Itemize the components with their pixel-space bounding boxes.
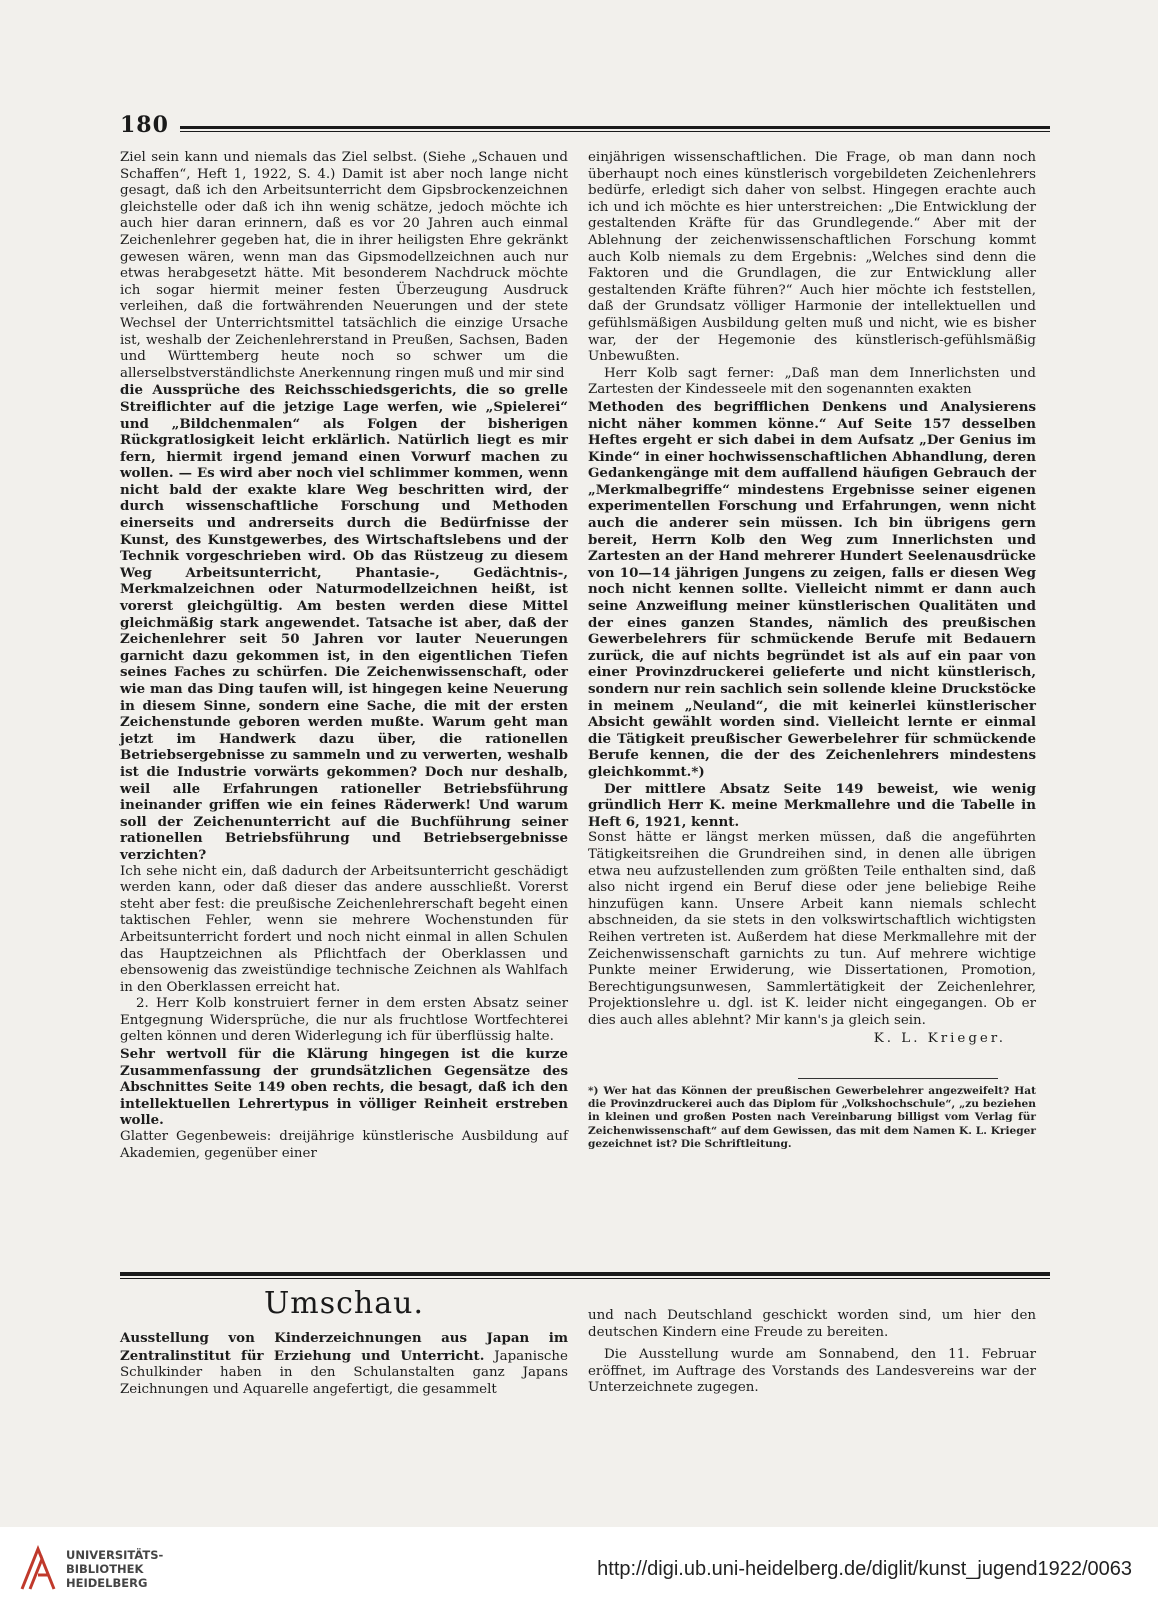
logo-line-3: HEIDELBERG	[66, 1576, 148, 1590]
left-paragraph-3: Ich sehe nicht ein, daß dadurch der Arbeitsunterricht geschädigt werden kann, oder daß dieser das andere ausschließt. Vorerst steht aber fest: die preußische Zeichenlehrerschaft begeht einen taktischen Fehler, wenn sie mehrere Wochenstunden für Arbeitsunterricht fordert und noch nicht einmal in allen Schulen das Hauptzeichnen als Pflichtfach der Oberklassen und ebensowenig das zweistündige technische Zeichnen als Wahlfach in den Oberklassen erreicht hat.	[120, 863, 568, 995]
page-url[interactable]: http://digi.ub.uni-heidelberg.de/diglit/kunst_jugend1922/0063	[597, 1558, 1132, 1580]
umschau-article-text: Japanische Schulkinder haben in den Schulanstalten ganz Japans Zeichnungen und Aquarelle angefertigt, die gesammelt	[120, 1348, 568, 1397]
section-title: Umschau.	[264, 1286, 424, 1321]
author-signature: K. L. Krieger.	[873, 1031, 1006, 1047]
logo-line-1: UNIVERSITÄTS-	[66, 1548, 164, 1562]
left-paragraph-5: Sehr wertvoll für die Klärung hingegen ist die kurze Zusammenfassung der grundsätzlichen Gegensätze des Abschnittes Seite 149 oben rechts, die besagt, daß ich den intellektuellen Lehrertypus in völliger Reinheit erstreben wolle.	[120, 1046, 568, 1129]
footnote-rule	[798, 1078, 998, 1079]
footnote: *) Wer hat das Können der preußischen Gewerbelehrer angezweifelt? Hat die Provinzdruckerei auch das Diplom für „Volkshochschule“, „zu beziehen in kleinen und großen Posten nach Vereinbarung billigst vom Verlag für Zeichenwissenschaft“ auf dem Gewissen, das mit dem Namen K. L. Krieger gezeichnet ist? Die Schriftleitung.	[588, 1085, 1036, 1150]
header-rule	[180, 126, 1050, 129]
left-column	[120, 150, 568, 1162]
right-paragraph-1: einjährigen wissenschaftlichen. Die Frage, ob man dann noch überhaupt noch eines künstlerisch vorgebildeten Zeichenlehrers bedürfe, erledigt sich daher von selbst. Hingegen erachte auch ich und ich möchte es hier unterstreichen: „Die Entwicklung der gestaltenden Kräfte für das Grundlegende.“ Aber mit der Ablehnung der zeichenwissenschaftlichen Forschung kommt auch Kolb niemals zu dem Ergebnis: „Welches sind denn die Faktoren und die Grundlagen, die zur Entwicklung aller gestaltenden Kräfte führen?“ Auch hier möchte ich feststellen, daß der Grundsatz völliger Harmonie der intellektuellen und gefühlsmäßigen Ausbildung gelten muß und nicht, wie es bisher war, der der Hegemonie des künstlerisch-gefühlsmäßig Unbewußten.	[588, 150, 1036, 365]
left-paragraph-2: die Aussprüche des Reichsschiedsgerichts, die so grelle Streiflichter auf die jetzige Lage werfen, wie „Spielerei“ und „Bildchenmalen“ als Folgen der bisherigen Rückgratlosigkeit leicht erklärlich. Natürlich liegt es mir fern, hiermit irgend jemand einen Vorwurf machen zu wollen. — Es wird aber noch viel schlimmer kommen, wenn nicht bald der exakte klare Weg beschritten wird, der durch wissenschaftliche Forschung und Methoden einerseits und andrerseits durch die Bedürfnisse der Kunst, des Kunstgewerbes, des Wirtschaftslebens und der Technik vorgeschrieben wird. Ob das Rüstzeug zu diesem Weg Arbeitsunterricht, Phantasie-, Gedächtnis-, Merkmalzeichnen oder Naturmodellzeichnen heißt, ist vorerst gleichgültig. Am besten werden diese Mittel gleichmäßig stark angewendet. Tatsache ist aber, daß der Zeichenlehrer seit 50 Jahren vor lauter Neuerungen garnicht dazu gekommen ist, in den eigentlichen Tiefen seines Faches zu schürfen. Die Zeichenwissenschaft, oder wie man das Ding taufen will, ist hingegen keine Neuerung in diesem Sinne, sondern eine Sache, die mit der ersten Zeichenstunde geboren werden mußte. Warum geht man jetzt im Handwerk dazu über, die rationellen Betriebsergebnisse zu sammeln und zu verwerten, weshalb ist die Industrie vorwärts gekommen? Doch nur deshalb, weil alle Erfahrungen rationeller Betriebsführung ineinander griffen wie ein feines Räderwerk! Und warum soll der Zeichenunterricht auf die Buchführung seiner rationellen Betriebsführung und Betriebsergebnisse verzichten?	[120, 382, 568, 863]
left-paragraph-1: Ziel sein kann und niemals das Ziel selbst. (Siehe „Schauen und Schaffen“, Heft 1, 1922, S. 4.) Damit ist aber noch lange nicht gesagt, daß ich den Arbeitsunterricht dem Gipsbrockenzeichnen gleichstelle oder daß ich ihn wenig schätze, jedoch möchte ich auch hier daran erinnern, daß es vor 20 Jahren auch einmal Zeichenlehrer gegeben hat, die in ihrer heiligsten Ehre gekränkt gewesen wären, wenn man das Gipsmodellzeichnen auch nur etwas herabgesetzt hätte. Mit besonderem Nachdruck möchte ich sogar hiermit meiner festen Überzeugung Ausdruck verleihen, daß die fortwährenden Neuerungen und der stete Wechsel der Unterrichtsmittel tatsächlich die einzige Ursache ist, weshalb der Zeichenlehrerstand in Preußen, Sachsen, Baden und Württemberg heute noch so schwer um die allerselbstverständlichste Anerkennung ringen muß und mir sind	[120, 150, 568, 381]
umschau-right-column	[588, 1308, 1036, 1397]
umschau-right-paragraph-2: Die Ausstellung wurde am Sonnabend, den 11. Februar eröffnet, im Auftrage des Vorstands des Landesvereins war der Unterzeichnete zugegen.	[588, 1347, 1036, 1396]
left-paragraph-4: 2. Herr Kolb konstruiert ferner in dem ersten Absatz seiner Entgegnung Widersprüche, die nur als fruchtlose Wortfechterei gelten können und deren Widerlegung ich für überflüssig halte.	[120, 996, 568, 1045]
left-paragraph-6: Glatter Gegenbeweis: dreijährige künstlerische Ausbildung auf Akademien, gegenüber einer	[120, 1129, 568, 1161]
right-paragraph-2: Herr Kolb sagt ferner: „Daß man dem Innerlichsten und Zartesten der Kindesseele mit den sogenannten exakten	[588, 365, 1036, 398]
section-divider	[120, 1272, 1050, 1276]
page-header	[120, 112, 1050, 142]
right-paragraph-3: Methoden des begrifflichen Denkens und Analysierens nicht näher kommen könne.“ Auf Seite 157 desselben Heftes ergeht er sich dabei in dem Aufsatz „Der Genius im Kinde“ in einer hochwissenschaftlichen Abhandlung, deren Gedankengänge mit dem auffallend häufigen Gebrauch der „Merkmalbegriffe“ mindestens Ergebnisse seiner eigenen experimentellen Forschung und Erfahrungen, wenn nicht auch die anderer sein müssen. Ich bin übrigens gern bereit, Herrn Kolb den Weg zum Innerlichsten und Zartesten an der Hand mehrerer Hundert Seelenausdrücke von 10—14 jährigen Jungens zu zeigen, falls er diesen Weg noch nicht kennen sollte. Vielleicht nimmt er dann auch seine Anzweiflung meiner künstlerischen Qualitäten und der eines ganzen Standes, nämlich des preußischen Gewerbelehrers für schmückende Berufe mit Bedauern zurück, die auf nichts begründet ist als auf ein paar von einer Provinzdruckerei gelieferte und nicht künstlerisch, sondern nur rein sachlich sein sollende kleine Druckstöcke in meinem „Neuland“, die mit keinerlei künstlerischer Absicht gewählt worden sind. Vielleicht lernte er einmal die Tätigkeit preußischer Gewerbelehrer für schmückende Berufe kennen, die der des Zeichenlehrers mindestens gleichkommt.*)	[588, 398, 1036, 780]
library-logo-text[interactable]	[66, 1548, 163, 1590]
right-column	[588, 150, 1036, 1151]
umschau-article-heading: Ausstellung von Kinderzeichnungen aus Japan im Zentralinstitut für Erziehung und Unterricht.	[120, 1330, 568, 1364]
umschau-right-paragraph-1: und nach Deutschland geschickt worden sind, um hier den deutschen Kindern eine Freude zu bereiten.	[588, 1308, 1036, 1340]
right-paragraph-5: Sonst hätte er längst merken müssen, daß die angeführten Tätigkeitsreihen die Grundreihen sind, in denen alle übrigen etwa neu aufzustellenden zum größten Teile enthalten sind, daß also nicht irgend ein Beruf diese oder jene beliebige Reihe hinzufügen kann. Unsere Arbeit kann niemals schlecht abschneiden, da sie stets in den volkswirtschaftlich wichtigsten Reihen vertreten ist. Außerdem hat diese Merkmallehre mit der Zeichenwissenschaft garnichts zu tun. Auf mehrere wichtige Punkte meiner Erwiderung, wie Dissertationen, Promotion, Berechtigungsunwesen, Sammlertätigkeit der Zeichenlehrer, Projektionslehre u. dgl. ist K. leider nicht eingegangen. Ob er dies auch alles ablehnt? Mir kann's ja gleich sein.	[588, 830, 1036, 1028]
library-logo-icon[interactable]	[18, 1545, 58, 1593]
page-number: 180	[120, 112, 169, 138]
logo-line-2: BIBLIOTHEK	[66, 1562, 144, 1576]
right-paragraph-4: Der mittlere Absatz Seite 149 beweist, wie wenig gründlich Herr K. meine Merkmallehre und die Tabelle in Heft 6, 1921, kennt.	[588, 780, 1036, 830]
umschau-left-column	[120, 1330, 568, 1398]
